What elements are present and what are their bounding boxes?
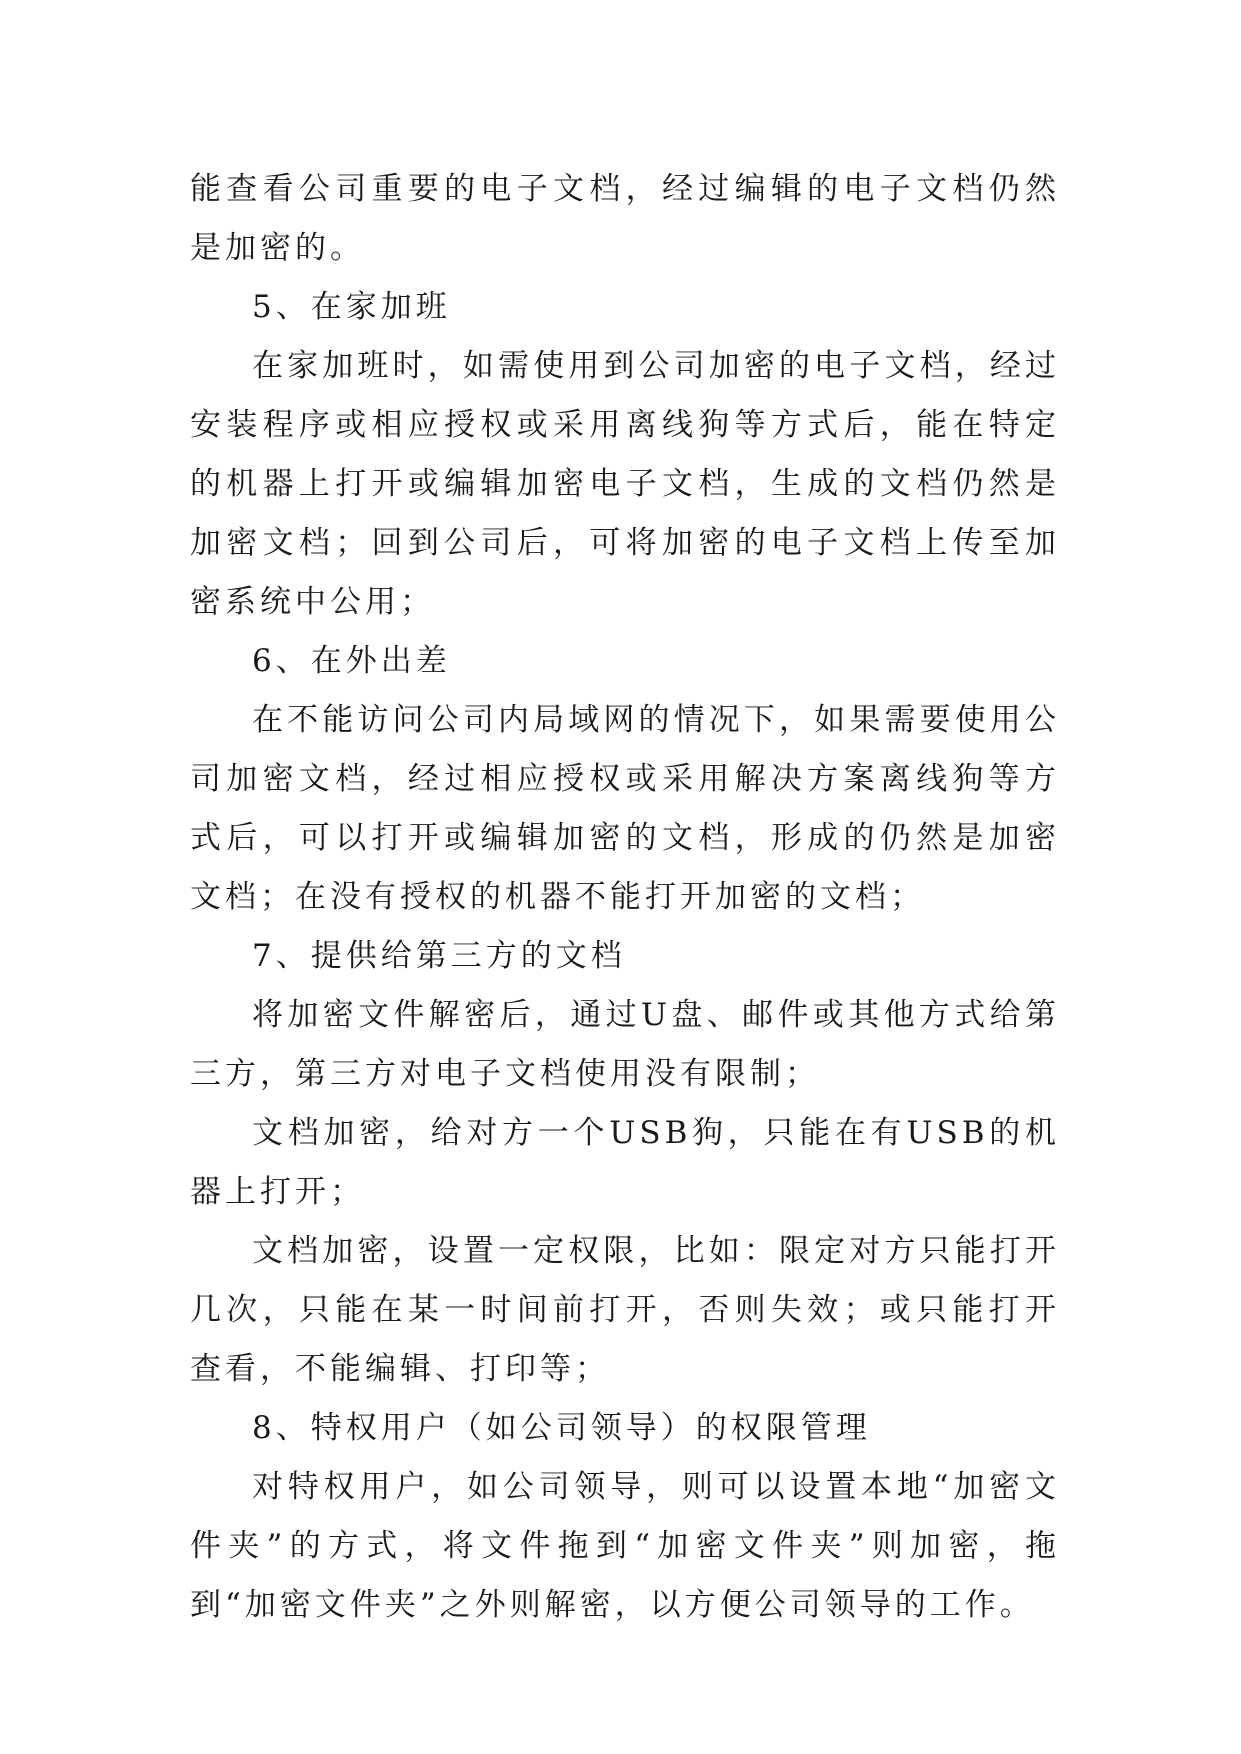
- section-heading-6: 6、在外出差: [252, 643, 451, 679]
- paragraph-third-party-decrypt: 将加密文件解密后，通过U盘、邮件或其他方式给第三方，第三方对电子文档使用没有限制；: [190, 997, 1060, 1092]
- paragraph-continuation: 能查看公司重要的电子文档，经过编辑的电子文档仍然是加密的。: [190, 171, 1060, 266]
- section-heading-5: 5、在家加班: [252, 289, 451, 325]
- paragraph-work-from-home: 在家加班时，如需使用到公司加密的电子文档，经过安装程序或相应授权或采用离线狗等方式后，能在特定的机器上打开或编辑加密电子文档，生成的文档仍然是加密文档；回到公司后，可将加密的电子文档上传至加密系统中公用；: [190, 348, 1060, 620]
- paragraph-privileged-users: 对特权用户，如公司领导，则可以设置本地“加密文件夹”的方式，将文件拖到“加密文件夹”则加密，拖到“加密文件夹”之外则解密，以方便公司领导的工作。: [190, 1469, 1060, 1623]
- section-heading-7: 7、提供给第三方的文档: [252, 938, 626, 974]
- document-body: [190, 160, 1060, 1635]
- section-heading-8: 8、特权用户（如公司领导）的权限管理: [252, 1410, 871, 1446]
- paragraph-third-party-usb: 文档加密，给对方一个USB狗，只能在有USB的机器上打开；: [190, 1115, 1060, 1210]
- paragraph-third-party-permissions: 文档加密，设置一定权限，比如：限定对方只能打开几次，只能在某一时间前打开，否则失效；或只能打开查看，不能编辑、打印等；: [190, 1233, 1060, 1387]
- paragraph-business-trip: 在不能访问公司内局域网的情况下，如果需要使用公司加密文档，经过相应授权或采用解决方案离线狗等方式后，可以打开或编辑加密的文档，形成的仍然是加密文档；在没有授权的机器不能打开加密的文档；: [190, 702, 1060, 915]
